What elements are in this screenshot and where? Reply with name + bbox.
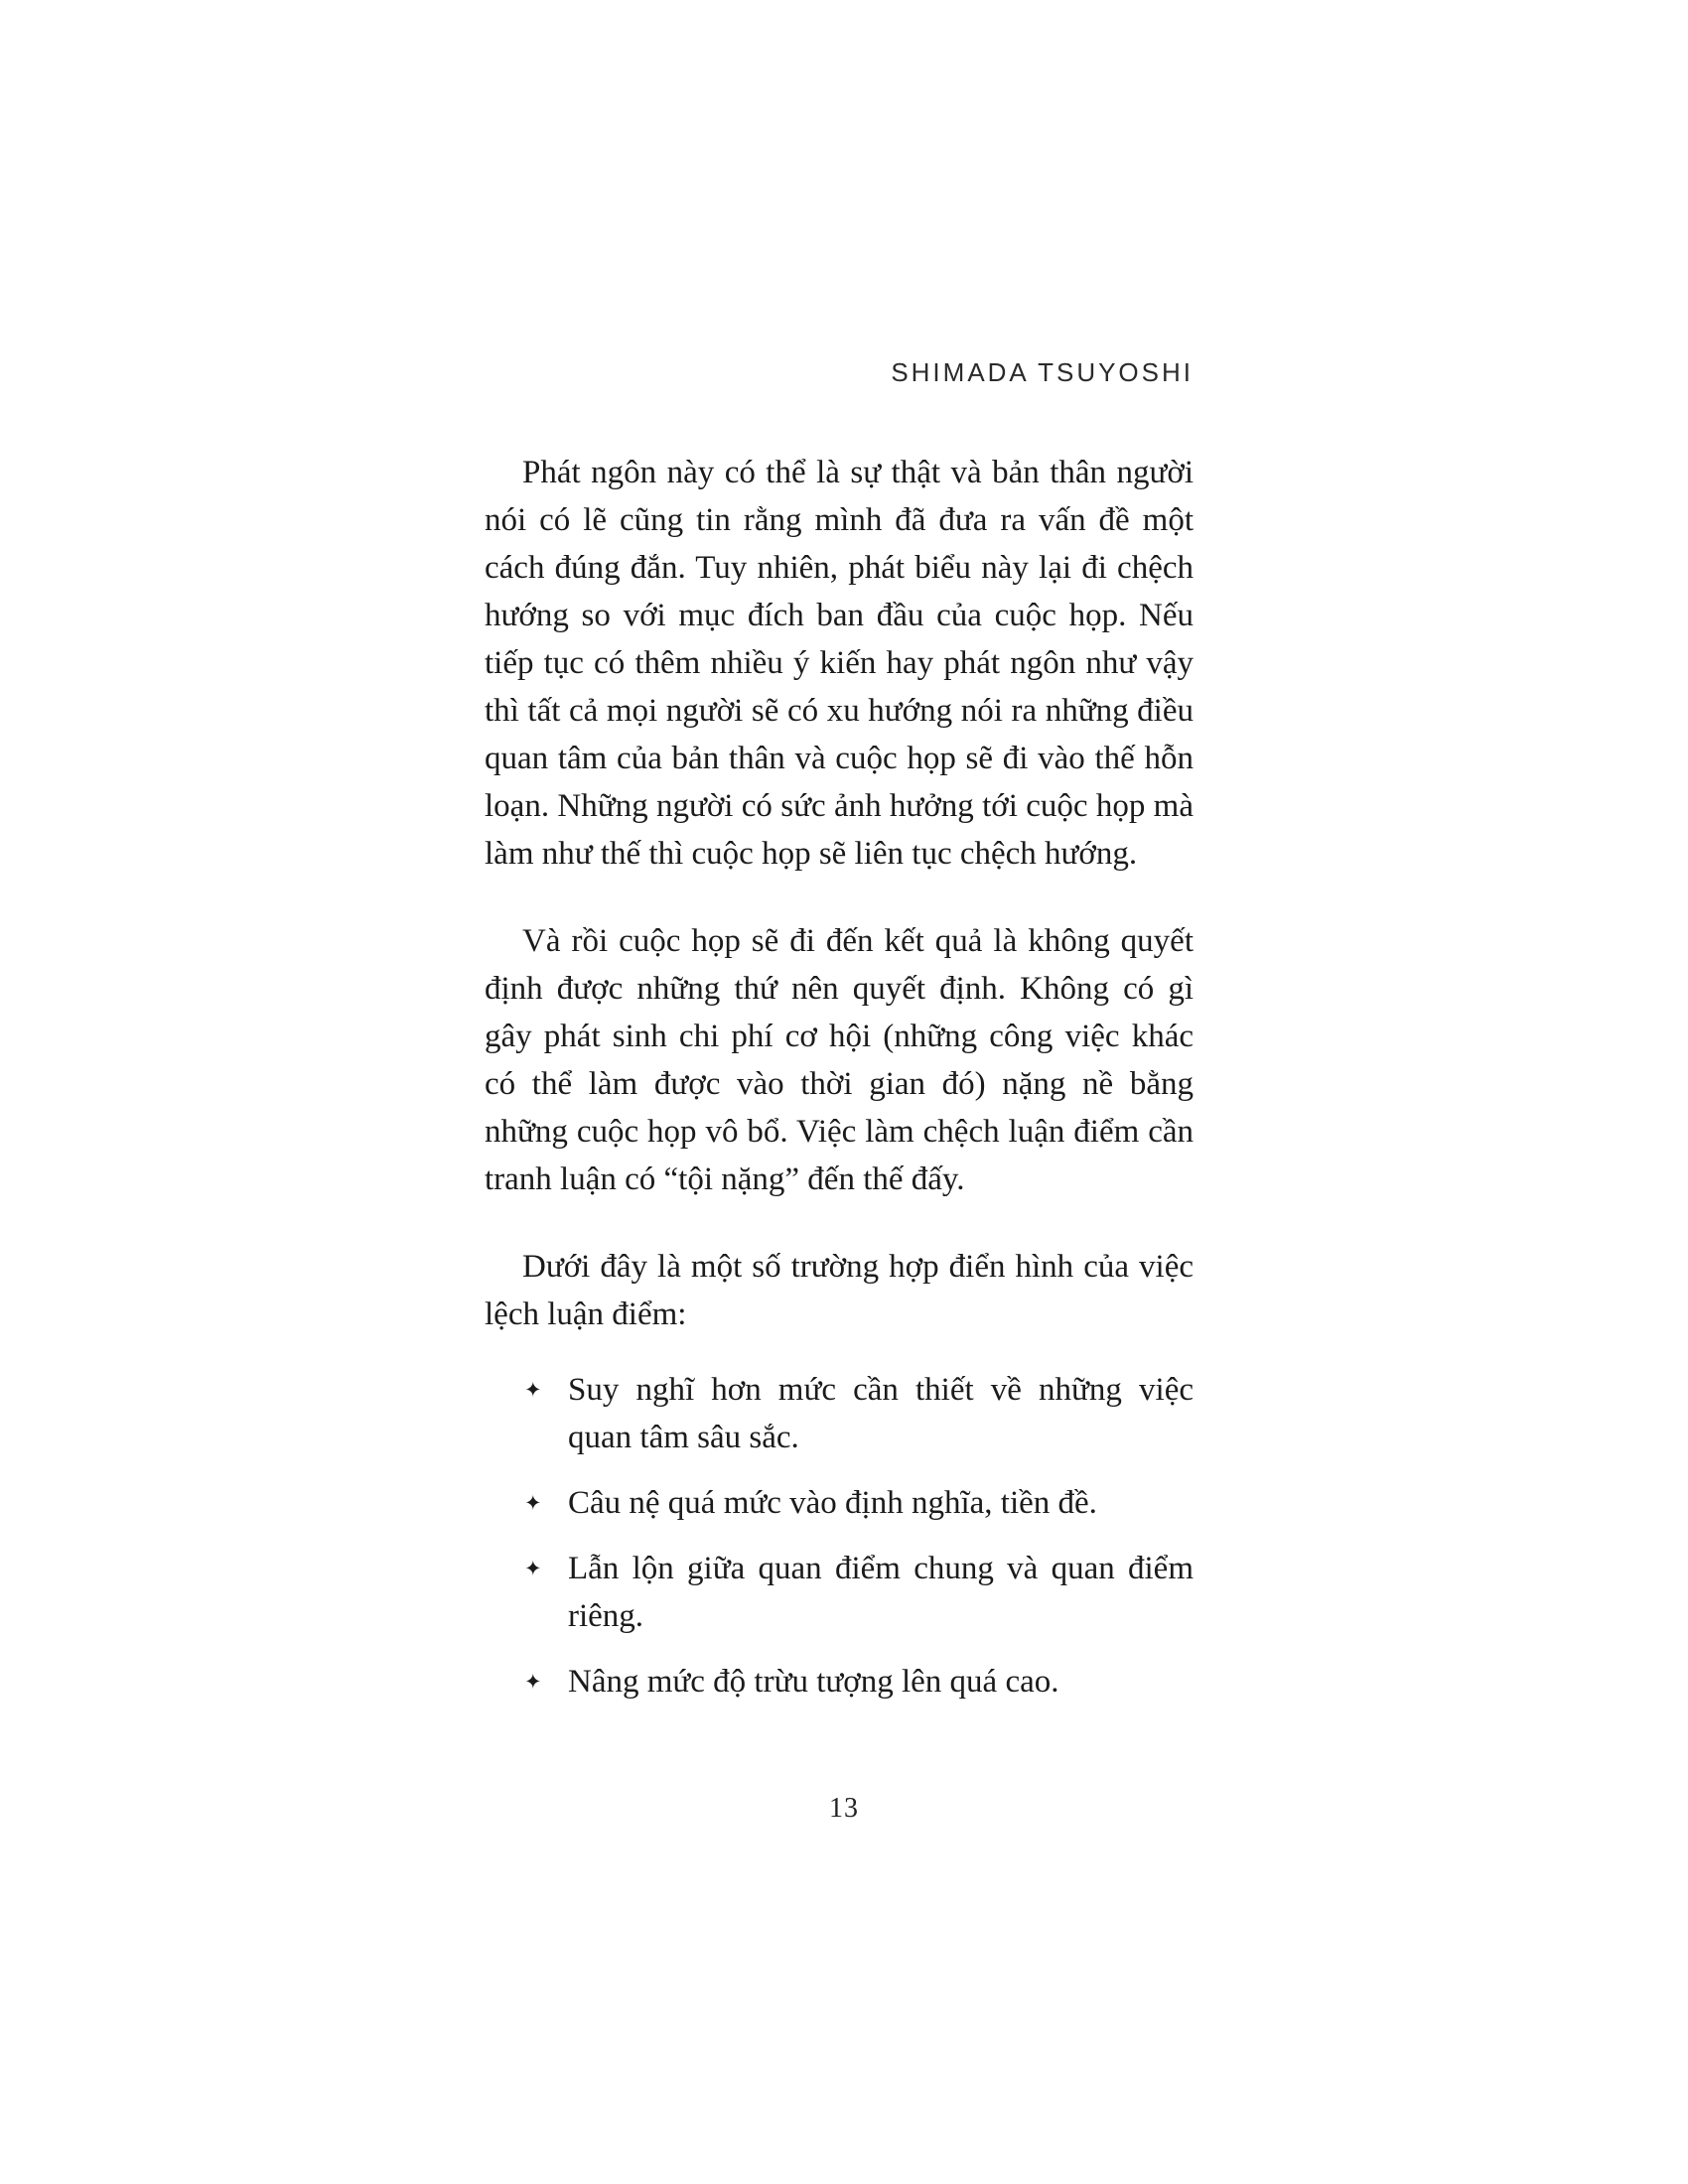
diamond-bullet-icon: ✦ <box>524 1491 542 1515</box>
paragraph-3: Dưới đây là một số trường hợp điển hình của việc lệch luận điểm: <box>485 1249 1194 1332</box>
diamond-bullet-icon: ✦ <box>524 1378 542 1402</box>
bullet-text: Câu nệ quá mức vào định nghĩa, tiền đề. <box>568 1485 1097 1521</box>
diamond-bullet-icon: ✦ <box>524 1670 542 1694</box>
page-number: 13 <box>829 1793 859 1824</box>
bullet-text: Suy nghĩ hơn mức cần thiết về những việc quan tâm sâu sắc. <box>568 1372 1194 1455</box>
bullet-item <box>485 1479 1194 1527</box>
diamond-bullet-icon: ✦ <box>524 1557 542 1580</box>
paragraph-1: Phát ngôn này có thể là sự thật và bản thân người nói có lẽ cũng tin rằng mình đã đưa ra vấn đề một cách đúng đắn. Tuy nhiên, phát biểu này lại đi chệch hướng so với mục đích ban đầu của cuộc họp. Nếu tiếp tục có thêm nhiều ý kiến hay phát ngôn như vậy thì tất cả mọi người sẽ có xu hướng nói ra những điều quan tâm của bản thân và cuộc họp sẽ đi vào thế hỗn loạn. Những người có sức ảnh hưởng tới cuộc họp mà làm như thế thì cuộc họp sẽ liên tục chệch hướng. <box>485 455 1194 872</box>
paragraph-2: Và rồi cuộc họp sẽ đi đến kết quả là không quyết định được những thứ nên quyết định. Không có gì gây phát sinh chi phí cơ hội (những công việc khác có thể làm được vào thời gian đó) nặng nề bằng những cuộc họp vô bổ. Việc làm chệch luận điểm cần tranh luận có “tội nặng” đến thế đấy. <box>485 923 1194 1197</box>
bullet-item <box>485 1658 1194 1706</box>
page-content <box>485 449 1194 1706</box>
bullet-list <box>485 1366 1194 1706</box>
bullet-text: Nâng mức độ trừu tượng lên quá cao. <box>568 1664 1059 1700</box>
bullet-item <box>485 1545 1194 1640</box>
running-header: SHIMADA TSUYOSHI <box>891 357 1194 387</box>
bullet-text: Lẫn lộn giữa quan điểm chung và quan điểm riêng. <box>568 1551 1194 1634</box>
bullet-item <box>485 1366 1194 1461</box>
